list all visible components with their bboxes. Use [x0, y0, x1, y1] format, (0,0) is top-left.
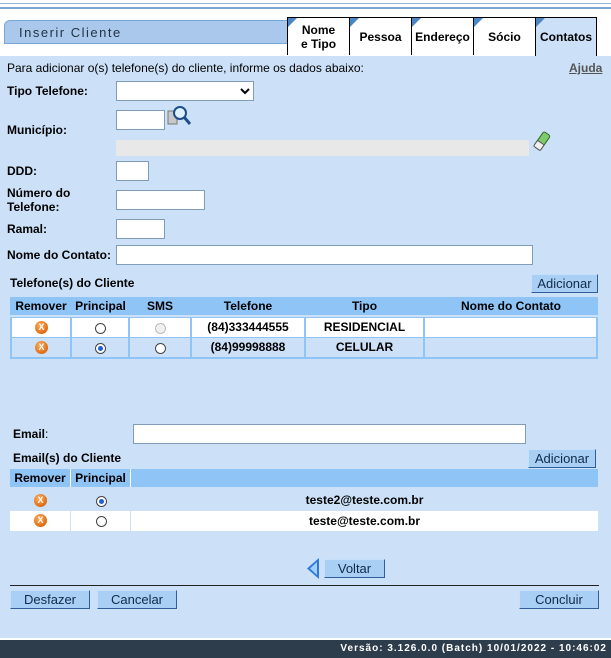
email-label: Email: — [13, 427, 49, 441]
ddd-label: DDD: — [7, 164, 37, 178]
table-row — [10, 317, 598, 338]
ddd-input[interactable] — [116, 161, 149, 181]
page-title-bar — [4, 20, 290, 44]
version-text: Versão: 3.126.0.0 (Batch) 10/01/2022 - 10:46:02 — [340, 643, 607, 654]
numero-telefone-input[interactable] — [116, 190, 205, 210]
tab-endereco[interactable]: Endereço — [411, 17, 474, 55]
tipo-cell: RESIDENCIAL — [306, 318, 423, 337]
principal-radio[interactable] — [95, 323, 106, 334]
tab-socio[interactable]: Sócio — [473, 17, 536, 55]
sms-radio[interactable] — [155, 343, 166, 354]
phones-section-title: Telefone(s) do Cliente — [10, 276, 135, 290]
list-item — [10, 511, 598, 531]
table-row — [10, 338, 598, 359]
col-principal: Principal — [75, 471, 126, 485]
add-phone-button[interactable]: Adicionar — [531, 274, 598, 293]
concluir-button[interactable]: Concluir — [519, 590, 599, 609]
tipo-telefone-label: Tipo Telefone: — [7, 84, 88, 98]
tab-contatos[interactable]: Contatos — [535, 17, 597, 56]
help-link[interactable]: Ajuda — [569, 61, 603, 75]
col-remover: Remover — [14, 471, 66, 485]
ramal-label: Ramal: — [7, 222, 48, 236]
remove-icon[interactable]: X — [35, 321, 48, 334]
principal-radio[interactable] — [96, 496, 107, 507]
emails-table-header — [10, 469, 598, 487]
cancelar-button[interactable]: Cancelar — [97, 590, 177, 609]
tab-nome-e-tipo[interactable]: Nome e Tipo — [287, 17, 350, 55]
tab-pessoa[interactable]: Pessoa — [349, 17, 412, 55]
col-nome-contato: Nome do Contato — [461, 299, 561, 313]
list-item — [10, 491, 598, 510]
phones-table-header — [10, 297, 598, 315]
principal-radio[interactable] — [95, 343, 106, 354]
eraser-icon[interactable] — [533, 131, 551, 151]
col-remover: Remover — [15, 299, 67, 313]
voltar-button[interactable]: Voltar — [324, 559, 385, 578]
remove-icon[interactable]: X — [35, 341, 48, 354]
municipio-name-field — [116, 140, 529, 156]
magnifier-icon[interactable] — [167, 105, 191, 127]
col-tipo: Tipo — [351, 299, 378, 313]
version-footer — [0, 640, 611, 658]
nome-contato-cell — [425, 338, 596, 357]
add-email-button[interactable]: Adicionar — [528, 449, 596, 468]
emails-section-title: Email(s) do Cliente — [13, 451, 122, 465]
desfazer-button[interactable]: Desfazer — [10, 590, 90, 609]
telefone-cell: (84)99998888 — [192, 338, 304, 357]
telefone-cell: (84)333444555 — [192, 318, 304, 337]
back-arrow-icon[interactable] — [307, 558, 320, 579]
remove-icon[interactable]: X — [34, 494, 47, 507]
col-principal: Principal — [75, 299, 126, 313]
email-cell: teste@teste.com.br — [308, 514, 421, 528]
nome-contato-label: Nome do Contato: — [7, 248, 111, 262]
divider — [10, 585, 599, 586]
col-telefone: Telefone — [223, 299, 273, 313]
tipo-telefone-select[interactable] — [116, 81, 254, 101]
email-cell: teste2@teste.com.br — [305, 493, 424, 507]
tipo-cell: CELULAR — [306, 338, 423, 357]
sms-radio — [155, 323, 166, 334]
col-sms: SMS — [146, 299, 173, 313]
ramal-input[interactable] — [116, 219, 165, 239]
nome-contato-cell — [425, 318, 596, 337]
page-title: Inserir Cliente — [19, 25, 122, 40]
principal-radio[interactable] — [96, 516, 107, 527]
municipio-code-input[interactable] — [116, 110, 165, 130]
email-input[interactable] — [133, 424, 526, 444]
intro-text: Para adicionar o(s) telefone(s) do cliente, informe os dados abaixo: — [7, 61, 364, 75]
nome-contato-input[interactable] — [116, 245, 533, 265]
top-border — [0, 0, 611, 14]
remove-icon[interactable]: X — [34, 514, 47, 527]
municipio-label: Município: — [7, 123, 67, 137]
numero-telefone-label: Número do Telefone: — [7, 186, 71, 214]
